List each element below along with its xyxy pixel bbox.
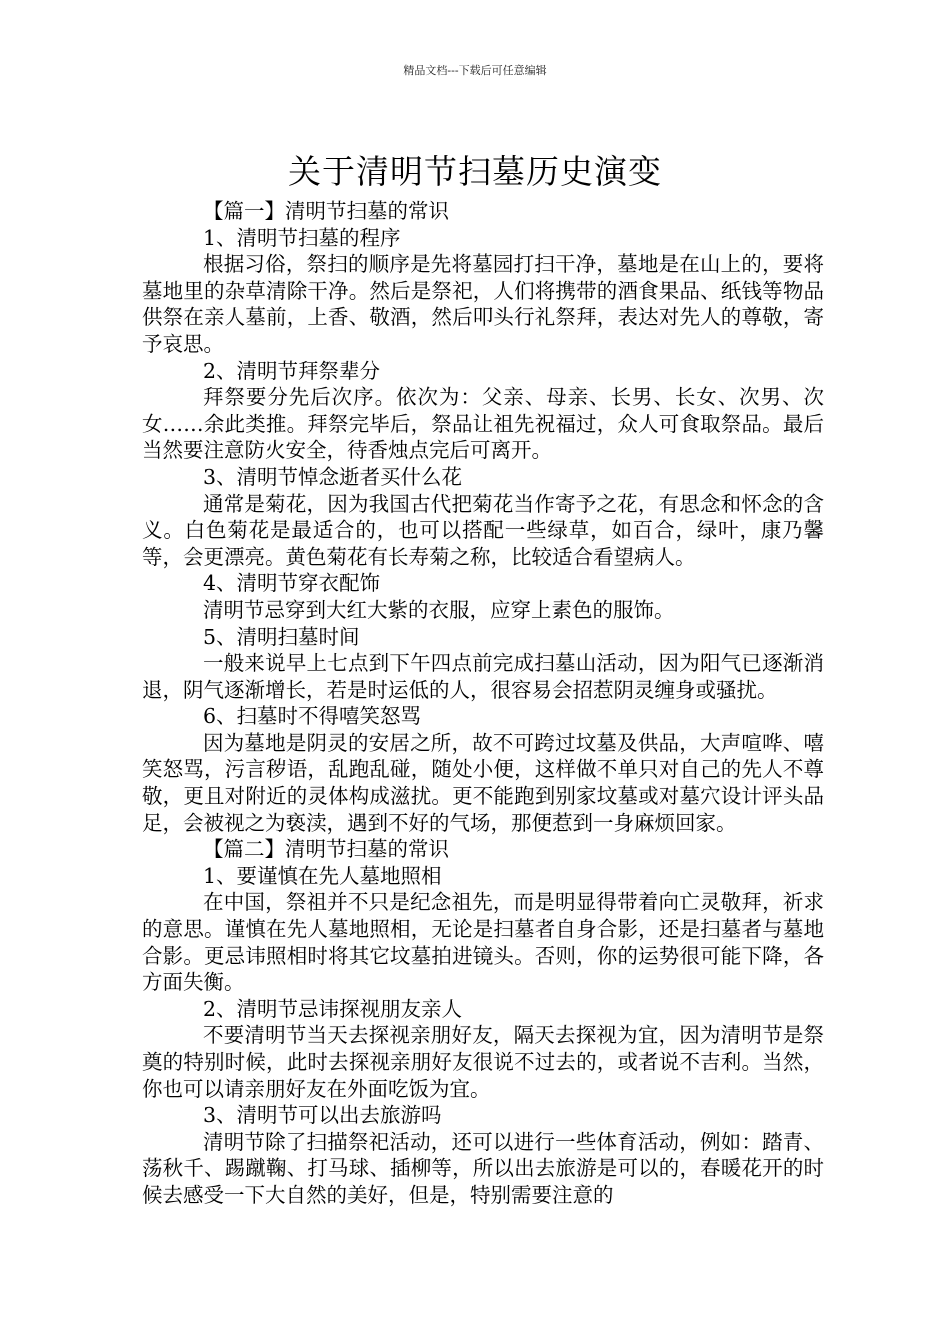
subheading: 2、清明节忌讳探视朋友亲人 [203,996,463,1021]
subheading: 1、要谨慎在先人墓地照相 [203,863,442,888]
body-paragraph: 清明节忌穿到大红大紫的衣服，应穿上素色的服饰。 [203,597,675,622]
subheading: 4、清明节穿衣配饰 [203,571,381,596]
body-paragraph: 因为墓地是阴灵的安居之所，故不可跨过坟墓及供品，大声喧哗、嘻笑怒骂，污言秽语，乱跑乱碰，随处小便，这样做不单只对自己的先人不尊敬，更且对附近的灵体构成滋扰。更不能跑到别家坟墓或对墓穴设计评头品足，会被视之为亵渎，遇到不好的气场，那便惹到一身麻烦回家。 [142,730,824,835]
body-paragraph: 通常是菊花，因为我国古代把菊花当作寄予之花，有思念和怀念的含义。白色菊花是最适合的，也可以搭配一些绿草，如百合，绿叶，康乃馨等，会更漂亮。黄色菊花有长寿菊之称，比较适合看望病人。 [142,491,824,569]
body-paragraph: 不要清明节当天去探视亲朋好友，隔天去探视为宜，因为清明节是祭奠的特别时候，此时去探视亲朋好友很说不过去的，或者说不吉利。当然，你也可以请亲朋好友在外面吃饭为宜。 [142,1023,824,1101]
body-paragraph: 拜祭要分先后次序。依次为：父亲、母亲、长男、长女、次男、次女……余此类推。拜祭完毕后，祭品让祖先祝福过，众人可食取祭品。最后当然要注意防火安全，待香烛点完后可离开。 [142,385,824,463]
body-paragraph: 在中国，祭祖并不只是纪念祖先，而是明显得带着向亡灵敬拜，祈求的意思。谨慎在先人墓地照相，无论是扫墓者自身合影，还是扫墓者与墓地合影。更忌讳照相时将其它坟墓拍进镜头。否则，你的运势很可能下降，各方面失衡。 [142,890,824,995]
subheading: 1、清明节扫墓的程序 [203,225,401,250]
body-paragraph: 根据习俗，祭扫的顺序是先将墓园打扫干净，墓地是在山上的，要将墓地里的杂草清除干净。然后是祭祀，人们将携带的酒食果品、纸钱等物品供祭在亲人墓前，上香、敬酒，然后叩头行礼祭拜，表达对先人的尊敬，寄予哀思。 [142,252,824,356]
document-body [142,198,824,1209]
page-title: 关于清明节扫墓历史演变 [288,152,662,192]
section-heading-1: 【篇一】清明节扫墓的常识 [203,199,449,223]
subheading: 3、清明节可以出去旅游吗 [203,1103,442,1128]
body-paragraph: 清明节除了扫描祭祀活动，还可以进行一些体育活动，例如：踏青、荡秋千、踢蹴鞠、打马球、插柳等，所以出去旅游是可以的，春暖花开的时候去感受一下大自然的美好，但是，特别需要注意的 [142,1129,824,1207]
section-heading-2: 【篇二】清明节扫墓的常识 [203,837,449,862]
subheading: 3、清明节悼念逝者买什么花 [203,464,463,489]
subheading: 6、扫墓时不得嘻笑怒骂 [203,704,422,729]
body-paragraph: 一般来说早上七点到下午四点前完成扫墓山活动，因为阳气已逐渐消退，阴气逐渐增长，若是时运低的人，很容易会招惹阴灵缠身或骚扰。 [142,651,824,702]
subheading: 5、清明扫墓时间 [203,624,360,649]
subheading: 2、清明节拜祭辈分 [203,358,381,383]
header-note: 精品文档---下载后可任意编辑 [403,64,547,77]
